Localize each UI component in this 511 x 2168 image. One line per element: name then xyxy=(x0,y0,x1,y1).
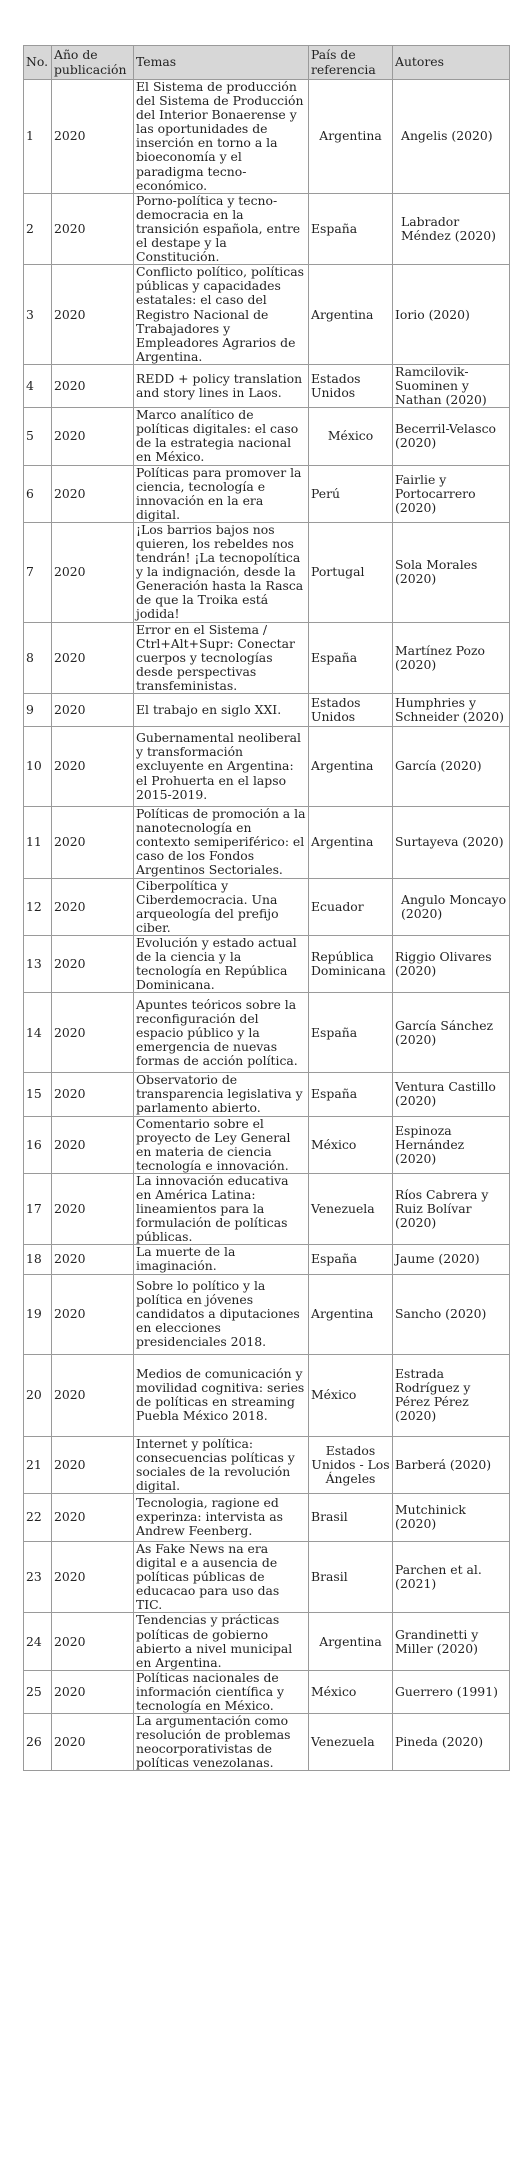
cell-no: 1 xyxy=(24,80,52,194)
table-row xyxy=(24,993,510,1073)
cell-no: 4 xyxy=(24,364,52,407)
header-year: Año de publicación xyxy=(52,46,134,80)
cell-year: 2020 xyxy=(52,1613,134,1670)
table-row xyxy=(24,1670,510,1713)
cell-no: 8 xyxy=(24,622,52,693)
table-row xyxy=(24,1274,510,1354)
cell-pais: Argentina xyxy=(309,1274,393,1354)
cell-no: 26 xyxy=(24,1714,52,1771)
cell-tema: REDD + policy translation and story lines in Laos. xyxy=(134,364,309,407)
cell-pais: Argentina xyxy=(309,1613,393,1670)
table-header xyxy=(24,46,510,80)
cell-autores: Humphries y Schneider (2020) xyxy=(393,694,510,727)
table-row xyxy=(24,522,510,622)
cell-no: 22 xyxy=(24,1493,52,1541)
publications-table xyxy=(23,45,510,1771)
cell-no: 2 xyxy=(24,193,52,264)
cell-autores: Sancho (2020) xyxy=(393,1274,510,1354)
table-row xyxy=(24,878,510,935)
cell-autores: Espinoza Hernández (2020) xyxy=(393,1116,510,1173)
cell-year: 2020 xyxy=(52,993,134,1073)
table-row xyxy=(24,1613,510,1670)
table-row xyxy=(24,265,510,365)
cell-tema: Tendencias y prácticas políticas de gobierno abierto a nivel municipal en Argentina. xyxy=(134,1613,309,1670)
cell-autores: Riggio Olivares (2020) xyxy=(393,935,510,992)
header-temas: Temas xyxy=(134,46,309,80)
cell-year: 2020 xyxy=(52,1116,134,1173)
table-row xyxy=(24,694,510,727)
cell-no: 24 xyxy=(24,1613,52,1670)
cell-year: 2020 xyxy=(52,1354,134,1436)
table-row xyxy=(24,1714,510,1771)
cell-autores: Labrador Méndez (2020) xyxy=(393,193,510,264)
table-row xyxy=(24,1245,510,1274)
cell-pais: Estados Unidos xyxy=(309,364,393,407)
cell-tema: Políticas de promoción a la nanotecnología en contexto semiperiférico: el caso de los Fondos Argentinos Sectoriales. xyxy=(134,807,309,878)
cell-no: 3 xyxy=(24,265,52,365)
cell-tema: Evolución y estado actual de la ciencia y la tecnología en República Dominicana. xyxy=(134,935,309,992)
table-row xyxy=(24,935,510,992)
cell-pais: Brasil xyxy=(309,1493,393,1541)
cell-tema: Apuntes teóricos sobre la reconfiguración del espacio público y la emergencia de nuevas formas de acción política. xyxy=(134,993,309,1073)
cell-autores: Angulo Moncayo (2020) xyxy=(393,878,510,935)
cell-year: 2020 xyxy=(52,1493,134,1541)
cell-no: 11 xyxy=(24,807,52,878)
header-no: No. xyxy=(24,46,52,80)
cell-pais: España xyxy=(309,1245,393,1274)
cell-autores: Martínez Pozo (2020) xyxy=(393,622,510,693)
cell-tema: Observatorio de transparencia legislativa y parlamento abierto. xyxy=(134,1073,309,1116)
table-row xyxy=(24,622,510,693)
table-row xyxy=(24,193,510,264)
cell-year: 2020 xyxy=(52,522,134,622)
cell-pais: Venezuela xyxy=(309,1714,393,1771)
cell-year: 2020 xyxy=(52,1073,134,1116)
cell-tema: Gubernamental neoliberal y transformación excluyente en Argentina: el Prohuerta en el lapso 2015-2019. xyxy=(134,727,309,807)
table-container xyxy=(23,45,509,1771)
cell-no: 23 xyxy=(24,1541,52,1612)
cell-no: 15 xyxy=(24,1073,52,1116)
cell-year: 2020 xyxy=(52,694,134,727)
table-row xyxy=(24,80,510,194)
cell-year: 2020 xyxy=(52,1173,134,1244)
table-row xyxy=(24,408,510,465)
cell-tema: Ciberpolítica y Ciberdemocracia. Una arqueología del prefijo ciber. xyxy=(134,878,309,935)
cell-pais: Venezuela xyxy=(309,1173,393,1244)
table-row xyxy=(24,1436,510,1493)
cell-pais: Argentina xyxy=(309,265,393,365)
cell-year: 2020 xyxy=(52,193,134,264)
cell-autores: Ramcilovik-Suominen y Nathan (2020) xyxy=(393,364,510,407)
cell-tema: Políticas para promover la ciencia, tecnología e innovación en la era digital. xyxy=(134,465,309,522)
cell-year: 2020 xyxy=(52,1274,134,1354)
cell-autores: Ventura Castillo (2020) xyxy=(393,1073,510,1116)
table-row xyxy=(24,1073,510,1116)
cell-autores: Angelis (2020) xyxy=(393,80,510,194)
cell-pais: Brasil xyxy=(309,1541,393,1612)
cell-no: 5 xyxy=(24,408,52,465)
table-row xyxy=(24,1116,510,1173)
cell-year: 2020 xyxy=(52,878,134,935)
cell-no: 17 xyxy=(24,1173,52,1244)
cell-autores: García Sánchez (2020) xyxy=(393,993,510,1073)
cell-tema: El trabajo en siglo XXI. xyxy=(134,694,309,727)
cell-autores: Mutchinick (2020) xyxy=(393,1493,510,1541)
cell-pais: Portugal xyxy=(309,522,393,622)
cell-no: 25 xyxy=(24,1670,52,1713)
table-row xyxy=(24,364,510,407)
cell-pais: México xyxy=(309,1670,393,1713)
cell-pais: Perú xyxy=(309,465,393,522)
cell-tema: La innovación educativa en América Latina: lineamientos para la formulación de políticas públicas. xyxy=(134,1173,309,1244)
cell-no: 6 xyxy=(24,465,52,522)
cell-pais: España xyxy=(309,622,393,693)
cell-no: 12 xyxy=(24,878,52,935)
cell-year: 2020 xyxy=(52,1670,134,1713)
cell-year: 2020 xyxy=(52,265,134,365)
header-autores: Autores xyxy=(393,46,510,80)
cell-tema: Comentario sobre el proyecto de Ley General en materia de ciencia tecnología e innovación. xyxy=(134,1116,309,1173)
cell-year: 2020 xyxy=(52,727,134,807)
cell-autores: Surtayeva (2020) xyxy=(393,807,510,878)
cell-year: 2020 xyxy=(52,408,134,465)
cell-no: 18 xyxy=(24,1245,52,1274)
cell-autores: Becerril-Velasco (2020) xyxy=(393,408,510,465)
table-row xyxy=(24,1173,510,1244)
cell-no: 14 xyxy=(24,993,52,1073)
cell-autores: Estrada Rodríguez y Pérez Pérez (2020) xyxy=(393,1354,510,1436)
cell-autores: Iorio (2020) xyxy=(393,265,510,365)
cell-no: 9 xyxy=(24,694,52,727)
cell-tema: Tecnologia, ragione ed experinza: intervista as Andrew Feenberg. xyxy=(134,1493,309,1541)
cell-autores: Ríos Cabrera y Ruiz Bolívar (2020) xyxy=(393,1173,510,1244)
cell-year: 2020 xyxy=(52,364,134,407)
cell-year: 2020 xyxy=(52,1541,134,1612)
cell-pais: España xyxy=(309,193,393,264)
cell-no: 13 xyxy=(24,935,52,992)
cell-pais: Argentina xyxy=(309,807,393,878)
cell-year: 2020 xyxy=(52,1245,134,1274)
cell-pais: Estados Unidos xyxy=(309,694,393,727)
cell-tema: La argumentación como resolución de problemas neocorporativistas de políticas venezolanas. xyxy=(134,1714,309,1771)
cell-tema: Conflicto político, políticas públicas y capacidades estatales: el caso del Registro Nacional de Trabajadores y Empleadores Agrarios de Argentina. xyxy=(134,265,309,365)
cell-no: 10 xyxy=(24,727,52,807)
cell-tema: Medios de comunicación y movilidad cognitiva: series de políticas en streaming Puebla México 2018. xyxy=(134,1354,309,1436)
cell-tema: As Fake News na era digital e a ausencia de políticas públicas de educacao para uso das TIC. xyxy=(134,1541,309,1612)
cell-tema: Internet y política: consecuencias políticas y sociales de la revolución digital. xyxy=(134,1436,309,1493)
cell-pais: Argentina xyxy=(309,80,393,194)
cell-autores: Guerrero (1991) xyxy=(393,1670,510,1713)
cell-year: 2020 xyxy=(52,1436,134,1493)
cell-no: 19 xyxy=(24,1274,52,1354)
cell-year: 2020 xyxy=(52,622,134,693)
cell-autores: García (2020) xyxy=(393,727,510,807)
cell-pais: Ecuador xyxy=(309,878,393,935)
cell-autores: Grandinetti y Miller (2020) xyxy=(393,1613,510,1670)
cell-tema: La muerte de la imaginación. xyxy=(134,1245,309,1274)
cell-pais: España xyxy=(309,993,393,1073)
table-row xyxy=(24,1354,510,1436)
cell-year: 2020 xyxy=(52,935,134,992)
header-pais: País de referencia xyxy=(309,46,393,80)
cell-pais: República Dominicana xyxy=(309,935,393,992)
cell-pais: México xyxy=(309,1116,393,1173)
cell-autores: Barberá (2020) xyxy=(393,1436,510,1493)
cell-year: 2020 xyxy=(52,80,134,194)
cell-tema: Sobre lo político y la política en jóvenes candidatos a diputaciones en elecciones presidenciales 2018. xyxy=(134,1274,309,1354)
header-row xyxy=(24,46,510,80)
table-row xyxy=(24,807,510,878)
cell-year: 2020 xyxy=(52,465,134,522)
cell-year: 2020 xyxy=(52,807,134,878)
cell-no: 16 xyxy=(24,1116,52,1173)
cell-pais: México xyxy=(309,408,393,465)
cell-tema: Políticas nacionales de información científica y tecnología en México. xyxy=(134,1670,309,1713)
cell-no: 7 xyxy=(24,522,52,622)
table-row xyxy=(24,727,510,807)
cell-pais: España xyxy=(309,1073,393,1116)
table-row xyxy=(24,465,510,522)
table-body xyxy=(24,80,510,1771)
cell-autores: Pineda (2020) xyxy=(393,1714,510,1771)
table-row xyxy=(24,1493,510,1541)
cell-pais: México xyxy=(309,1354,393,1436)
cell-pais: Estados Unidos - Los Ángeles xyxy=(309,1436,393,1493)
cell-autores: Fairlie y Portocarrero (2020) xyxy=(393,465,510,522)
cell-tema: Porno-política y tecno-democracia en la transición española, entre el destape y la Constitución. xyxy=(134,193,309,264)
cell-autores: Sola Morales (2020) xyxy=(393,522,510,622)
cell-autores: Jaume (2020) xyxy=(393,1245,510,1274)
cell-tema: Error en el Sistema / Ctrl+Alt+Supr: Conectar cuerpos y tecnologías desde perspectivas transfeministas. xyxy=(134,622,309,693)
cell-tema: El Sistema de producción del Sistema de Producción del Interior Bonaerense y las oportunidades de inserción en torno a la bioeconomía y el paradigma tecno-económico. xyxy=(134,80,309,194)
cell-year: 2020 xyxy=(52,1714,134,1771)
cell-no: 20 xyxy=(24,1354,52,1436)
cell-pais: Argentina xyxy=(309,727,393,807)
cell-no: 21 xyxy=(24,1436,52,1493)
cell-tema: ¡Los barrios bajos nos quieren, los rebeldes nos tendrán! ¡La tecnopolítica y la indignación, desde la Generación hasta la Rasca de que la Troika está jodida! xyxy=(134,522,309,622)
cell-tema: Marco analítico de políticas digitales: el caso de la estrategia nacional en México. xyxy=(134,408,309,465)
cell-autores: Parchen et al. (2021) xyxy=(393,1541,510,1612)
table-row xyxy=(24,1541,510,1612)
